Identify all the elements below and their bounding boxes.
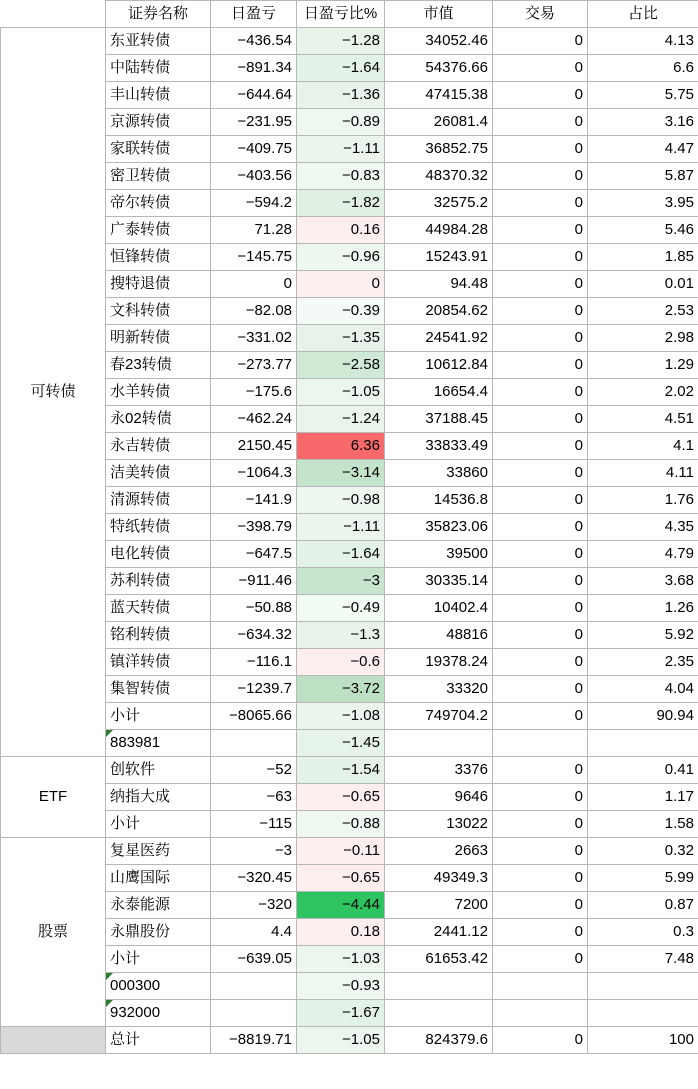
cell-market-value: 61653.42 [385, 946, 493, 973]
cell-daily-pnl: −320 [211, 892, 297, 919]
cell-daily-pnl-pct: −0.65 [297, 865, 385, 892]
cell-market-value: 14536.8 [385, 487, 493, 514]
table-row [1, 784, 698, 811]
cell-security-name: 帝尔转债 [106, 190, 211, 217]
table-row [1, 730, 698, 757]
cell-market-value: 24541.92 [385, 325, 493, 352]
cell-weight: 1.26 [588, 595, 698, 622]
cell-trade [493, 730, 588, 757]
cell-daily-pnl-pct: −4.44 [297, 892, 385, 919]
cell-trade: 0 [493, 946, 588, 973]
cell-weight: 3.68 [588, 568, 698, 595]
cell-trade: 0 [493, 433, 588, 460]
cell-security-name: 复星医药 [106, 838, 211, 865]
cell-market-value: 26081.4 [385, 109, 493, 136]
cell-weight: 1.17 [588, 784, 698, 811]
cell-security-name: 小计 [106, 703, 211, 730]
cell-daily-pnl-pct: −1.35 [297, 325, 385, 352]
cell-daily-pnl-pct: −0.93 [297, 973, 385, 1000]
cell-security-name: 丰山转债 [106, 82, 211, 109]
cell-daily-pnl: −644.64 [211, 82, 297, 109]
cell-market-value: 39500 [385, 541, 493, 568]
cell-daily-pnl-pct: −3.14 [297, 460, 385, 487]
cell-daily-pnl [211, 730, 297, 757]
cell-trade: 0 [493, 676, 588, 703]
cell-daily-pnl-pct: −1.3 [297, 622, 385, 649]
table-row [1, 973, 698, 1000]
cell-trade: 0 [493, 460, 588, 487]
cell-daily-pnl-pct: −1.64 [297, 55, 385, 82]
cell-weight [588, 1000, 698, 1027]
cell-daily-pnl: −115 [211, 811, 297, 838]
cell-security-name: 纳指大成 [106, 784, 211, 811]
cell-security-name: 000300 [106, 973, 211, 1000]
cell-market-value: 44984.28 [385, 217, 493, 244]
cell-daily-pnl: 0 [211, 271, 297, 298]
header-row [1, 1, 698, 28]
cell-security-name: 创软件 [106, 757, 211, 784]
cell-total-daily-pnl: −8819.71 [211, 1027, 297, 1054]
cell-market-value: 20854.62 [385, 298, 493, 325]
cell-daily-pnl: 4.4 [211, 919, 297, 946]
table-row [1, 109, 698, 136]
cell-security-name: 明新转债 [106, 325, 211, 352]
cell-daily-pnl: −50.88 [211, 595, 297, 622]
cell-market-value: 15243.91 [385, 244, 493, 271]
header-market-value: 市值 [385, 1, 493, 28]
cell-weight: 5.75 [588, 82, 698, 109]
cell-trade [493, 1000, 588, 1027]
cell-market-value: 49349.3 [385, 865, 493, 892]
cell-security-name: 蓝天转债 [106, 595, 211, 622]
table-body [1, 28, 698, 1054]
cell-market-value: 33320 [385, 676, 493, 703]
cell-weight: 4.35 [588, 514, 698, 541]
cell-daily-pnl-pct: −1.08 [297, 703, 385, 730]
cell-security-name: 小计 [106, 946, 211, 973]
cell-daily-pnl: −116.1 [211, 649, 297, 676]
cell-daily-pnl-pct: 0 [297, 271, 385, 298]
cell-trade: 0 [493, 379, 588, 406]
cell-daily-pnl: −634.32 [211, 622, 297, 649]
cell-security-name: 永吉转债 [106, 433, 211, 460]
cell-market-value: 48816 [385, 622, 493, 649]
cell-security-name: 镇洋转债 [106, 649, 211, 676]
cell-security-name: 苏利转债 [106, 568, 211, 595]
cell-market-value: 33860 [385, 460, 493, 487]
cell-security-name: 洁美转债 [106, 460, 211, 487]
cell-daily-pnl-pct: −1.11 [297, 136, 385, 163]
cell-market-value [385, 730, 493, 757]
cell-security-name: 家联转债 [106, 136, 211, 163]
table-header [1, 1, 698, 28]
cell-trade: 0 [493, 568, 588, 595]
cell-weight: 5.99 [588, 865, 698, 892]
cell-daily-pnl: −594.2 [211, 190, 297, 217]
cell-daily-pnl-pct: −1.54 [297, 757, 385, 784]
cell-trade: 0 [493, 352, 588, 379]
cell-security-name: 春23转债 [106, 352, 211, 379]
cell-total-weight: 100 [588, 1027, 698, 1054]
group-label: 可转债 [1, 28, 106, 757]
cell-daily-pnl-pct: −2.58 [297, 352, 385, 379]
cell-market-value: 2663 [385, 838, 493, 865]
cell-market-value [385, 1000, 493, 1027]
cell-market-value [385, 973, 493, 1000]
cell-security-name: 883981 [106, 730, 211, 757]
group-label: 股票 [1, 838, 106, 1027]
table-row [1, 298, 698, 325]
cell-security-name: 小计 [106, 811, 211, 838]
table-row [1, 55, 698, 82]
cell-daily-pnl-pct: −1.24 [297, 406, 385, 433]
table-row [1, 460, 698, 487]
header-trade: 交易 [493, 1, 588, 28]
cell-security-name: 东亚转债 [106, 28, 211, 55]
cell-trade: 0 [493, 919, 588, 946]
cell-trade: 0 [493, 757, 588, 784]
cell-trade: 0 [493, 703, 588, 730]
table-row [1, 757, 698, 784]
cell-trade: 0 [493, 163, 588, 190]
cell-trade: 0 [493, 109, 588, 136]
cell-market-value: 10402.4 [385, 595, 493, 622]
cell-weight: 7.48 [588, 946, 698, 973]
cell-weight: 0.32 [588, 838, 698, 865]
cell-trade: 0 [493, 811, 588, 838]
cell-market-value: 34052.46 [385, 28, 493, 55]
cell-weight: 4.79 [588, 541, 698, 568]
cell-daily-pnl-pct: −3 [297, 568, 385, 595]
cell-weight: 3.95 [588, 190, 698, 217]
cell-daily-pnl-pct: −0.98 [297, 487, 385, 514]
cell-trade: 0 [493, 217, 588, 244]
table-row [1, 541, 698, 568]
cell-daily-pnl-pct: −0.65 [297, 784, 385, 811]
table-row [1, 919, 698, 946]
cell-security-name: 永泰能源 [106, 892, 211, 919]
cell-daily-pnl: −141.9 [211, 487, 297, 514]
table-row [1, 406, 698, 433]
cell-security-name: 密卫转债 [106, 163, 211, 190]
cell-market-value: 36852.75 [385, 136, 493, 163]
cell-market-value: 48370.32 [385, 163, 493, 190]
cell-daily-pnl: −462.24 [211, 406, 297, 433]
cell-trade: 0 [493, 190, 588, 217]
cell-daily-pnl [211, 973, 297, 1000]
table-row [1, 595, 698, 622]
cell-weight: 4.04 [588, 676, 698, 703]
cell-security-name: 广泰转债 [106, 217, 211, 244]
cell-daily-pnl-pct: −1.05 [297, 379, 385, 406]
cell-daily-pnl-pct: −1.11 [297, 514, 385, 541]
cell-daily-pnl: −63 [211, 784, 297, 811]
cell-market-value: 47415.38 [385, 82, 493, 109]
cell-market-value: 7200 [385, 892, 493, 919]
cell-weight: 0.41 [588, 757, 698, 784]
table-row [1, 136, 698, 163]
cell-daily-pnl: −911.46 [211, 568, 297, 595]
table-row [1, 487, 698, 514]
cell-market-value: 2441.12 [385, 919, 493, 946]
cell-security-name: 铭利转债 [106, 622, 211, 649]
cell-daily-pnl: −647.5 [211, 541, 297, 568]
table-row [1, 1000, 698, 1027]
cell-trade: 0 [493, 406, 588, 433]
cell-daily-pnl: −409.75 [211, 136, 297, 163]
cell-trade: 0 [493, 325, 588, 352]
table-row [1, 811, 698, 838]
cell-weight: 1.85 [588, 244, 698, 271]
cell-security-name: 恒锋转债 [106, 244, 211, 271]
cell-weight: 6.6 [588, 55, 698, 82]
table-row [1, 379, 698, 406]
table-row [1, 433, 698, 460]
cell-security-name: 永鼎股份 [106, 919, 211, 946]
cell-daily-pnl: −320.45 [211, 865, 297, 892]
total-row [1, 1027, 698, 1054]
cell-security-name: 京源转债 [106, 109, 211, 136]
header-corner [1, 1, 106, 28]
cell-daily-pnl: −145.75 [211, 244, 297, 271]
table-row [1, 676, 698, 703]
cell-daily-pnl-pct: −0.11 [297, 838, 385, 865]
cell-weight: 1.29 [588, 352, 698, 379]
cell-daily-pnl-pct: −1.67 [297, 1000, 385, 1027]
cell-daily-pnl: −82.08 [211, 298, 297, 325]
table-row [1, 28, 698, 55]
cell-weight: 4.47 [588, 136, 698, 163]
cell-market-value: 37188.45 [385, 406, 493, 433]
table-row [1, 82, 698, 109]
table-row [1, 865, 698, 892]
table-row [1, 568, 698, 595]
cell-total-label: 总计 [106, 1027, 211, 1054]
cell-security-name: 永02转债 [106, 406, 211, 433]
cell-weight: 2.98 [588, 325, 698, 352]
cell-trade: 0 [493, 892, 588, 919]
table-row [1, 190, 698, 217]
cell-weight: 4.13 [588, 28, 698, 55]
table-row [1, 244, 698, 271]
cell-daily-pnl: −398.79 [211, 514, 297, 541]
cell-security-name: 水羊转债 [106, 379, 211, 406]
header-security-name: 证券名称 [106, 1, 211, 28]
cell-trade: 0 [493, 649, 588, 676]
cell-weight: 2.35 [588, 649, 698, 676]
cell-weight [588, 973, 698, 1000]
header-weight: 占比 [588, 1, 698, 28]
cell-trade: 0 [493, 298, 588, 325]
cell-daily-pnl-pct: −0.88 [297, 811, 385, 838]
cell-weight: 2.53 [588, 298, 698, 325]
table-row [1, 325, 698, 352]
cell-weight: 0.87 [588, 892, 698, 919]
cell-weight: 5.92 [588, 622, 698, 649]
cell-daily-pnl: −273.77 [211, 352, 297, 379]
cell-daily-pnl-pct: −0.96 [297, 244, 385, 271]
cell-weight: 0.01 [588, 271, 698, 298]
cell-trade [493, 973, 588, 1000]
cell-trade: 0 [493, 244, 588, 271]
cell-weight: 90.94 [588, 703, 698, 730]
cell-trade: 0 [493, 541, 588, 568]
cell-market-value: 749704.2 [385, 703, 493, 730]
cell-market-value: 10612.84 [385, 352, 493, 379]
cell-trade: 0 [493, 784, 588, 811]
cell-daily-pnl-pct: −1.28 [297, 28, 385, 55]
table-row [1, 892, 698, 919]
cell-market-value: 54376.66 [385, 55, 493, 82]
cell-daily-pnl: −403.56 [211, 163, 297, 190]
cell-trade: 0 [493, 514, 588, 541]
cell-daily-pnl: −436.54 [211, 28, 297, 55]
cell-market-value: 35823.06 [385, 514, 493, 541]
table-row [1, 703, 698, 730]
cell-daily-pnl-pct: −1.82 [297, 190, 385, 217]
cell-trade: 0 [493, 271, 588, 298]
cell-daily-pnl-pct: −0.83 [297, 163, 385, 190]
cell-daily-pnl-pct: 0.16 [297, 217, 385, 244]
table-row [1, 163, 698, 190]
table-row [1, 838, 698, 865]
cell-daily-pnl: −8065.66 [211, 703, 297, 730]
cell-trade: 0 [493, 838, 588, 865]
cell-daily-pnl-pct: −1.03 [297, 946, 385, 973]
cell-daily-pnl-pct: 0.18 [297, 919, 385, 946]
cell-daily-pnl: −1239.7 [211, 676, 297, 703]
cell-security-name: 文科转债 [106, 298, 211, 325]
cell-security-name: 搜特退债 [106, 271, 211, 298]
cell-daily-pnl-pct: −1.64 [297, 541, 385, 568]
cell-daily-pnl-pct: −0.49 [297, 595, 385, 622]
cell-daily-pnl: −331.02 [211, 325, 297, 352]
cell-weight: 4.51 [588, 406, 698, 433]
cell-market-value: 9646 [385, 784, 493, 811]
cell-daily-pnl-pct: −0.6 [297, 649, 385, 676]
cell-market-value: 94.48 [385, 271, 493, 298]
cell-daily-pnl-pct: −1.45 [297, 730, 385, 757]
cell-weight: 4.1 [588, 433, 698, 460]
cell-security-name: 清源转债 [106, 487, 211, 514]
table-row [1, 946, 698, 973]
table-row [1, 622, 698, 649]
cell-daily-pnl-pct: −3.72 [297, 676, 385, 703]
table-row [1, 271, 698, 298]
cell-daily-pnl: 2150.45 [211, 433, 297, 460]
cell-weight [588, 730, 698, 757]
cell-daily-pnl-pct: 6.36 [297, 433, 385, 460]
cell-daily-pnl: −175.6 [211, 379, 297, 406]
cell-weight: 3.16 [588, 109, 698, 136]
cell-security-name: 特纸转债 [106, 514, 211, 541]
total-group-spacer [1, 1027, 106, 1054]
cell-trade: 0 [493, 136, 588, 163]
cell-trade: 0 [493, 28, 588, 55]
cell-trade: 0 [493, 622, 588, 649]
cell-market-value: 3376 [385, 757, 493, 784]
cell-market-value: 19378.24 [385, 649, 493, 676]
cell-security-name: 电化转债 [106, 541, 211, 568]
cell-weight: 1.76 [588, 487, 698, 514]
cell-daily-pnl-pct: −1.36 [297, 82, 385, 109]
cell-market-value: 33833.49 [385, 433, 493, 460]
cell-security-name: 集智转债 [106, 676, 211, 703]
cell-weight: 0.3 [588, 919, 698, 946]
cell-daily-pnl-pct: −0.89 [297, 109, 385, 136]
cell-trade: 0 [493, 595, 588, 622]
cell-trade: 0 [493, 82, 588, 109]
cell-market-value: 30335.14 [385, 568, 493, 595]
cell-trade: 0 [493, 55, 588, 82]
header-daily-pnl: 日盈亏 [211, 1, 297, 28]
cell-daily-pnl [211, 1000, 297, 1027]
cell-total-trade: 0 [493, 1027, 588, 1054]
cell-total-market-value: 824379.6 [385, 1027, 493, 1054]
cell-market-value: 13022 [385, 811, 493, 838]
cell-security-name: 山鹰国际 [106, 865, 211, 892]
cell-daily-pnl: −639.05 [211, 946, 297, 973]
cell-trade: 0 [493, 487, 588, 514]
table-row [1, 217, 698, 244]
cell-daily-pnl: −3 [211, 838, 297, 865]
table-row [1, 514, 698, 541]
cell-weight: 5.46 [588, 217, 698, 244]
cell-weight: 5.87 [588, 163, 698, 190]
cell-market-value: 16654.4 [385, 379, 493, 406]
cell-market-value: 32575.2 [385, 190, 493, 217]
cell-weight: 2.02 [588, 379, 698, 406]
table-row [1, 352, 698, 379]
header-daily-pnl-pct: 日盈亏比% [297, 1, 385, 28]
cell-daily-pnl: −52 [211, 757, 297, 784]
cell-daily-pnl-pct: −0.39 [297, 298, 385, 325]
cell-trade: 0 [493, 865, 588, 892]
cell-daily-pnl: −1064.3 [211, 460, 297, 487]
cell-security-name: 932000 [106, 1000, 211, 1027]
group-label: ETF [1, 757, 106, 838]
cell-daily-pnl: −891.34 [211, 55, 297, 82]
table-row [1, 649, 698, 676]
cell-weight: 1.58 [588, 811, 698, 838]
cell-security-name: 中陆转债 [106, 55, 211, 82]
cell-total-daily-pnl-pct: −1.05 [297, 1027, 385, 1054]
cell-daily-pnl: −231.95 [211, 109, 297, 136]
cell-daily-pnl: 71.28 [211, 217, 297, 244]
cell-weight: 4.11 [588, 460, 698, 487]
